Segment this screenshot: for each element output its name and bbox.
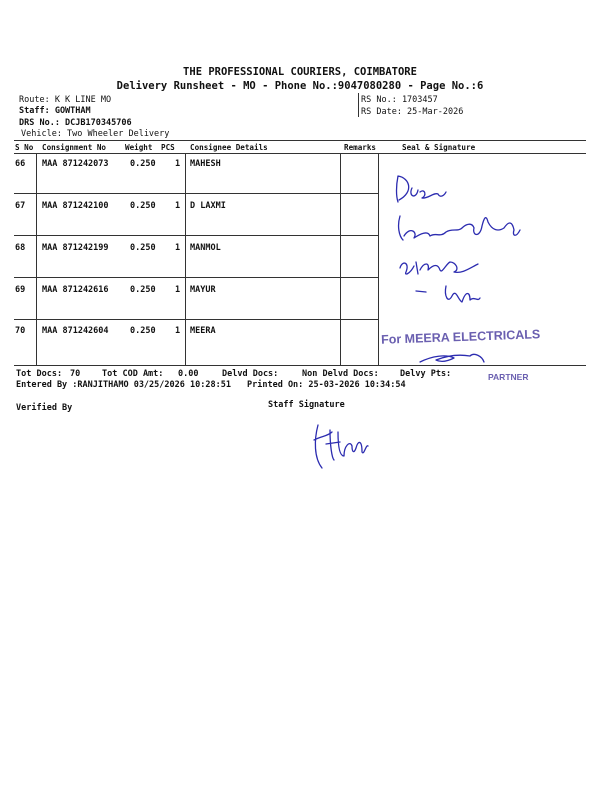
drs-number: DRS No.: DCJB170345706 [19,118,132,128]
row-consignment: MAA 871242604 [42,326,109,336]
row-consignment: MAA 871242616 [42,285,109,295]
non-delvd-label: Non Delvd Docs: [302,369,379,379]
verified-by-label: Verified By [16,403,73,413]
row-pcs: 1 [175,201,181,211]
route-label: Route: K K LINE MO [19,95,112,105]
col-header-seal: Seal & Signature [402,143,476,152]
row-sno: 66 [15,159,26,169]
signature-mark [400,262,478,274]
tot-docs-label: Tot Docs: [16,369,63,379]
signature-mark [416,286,480,302]
rs-date: RS Date: 25-Mar-2026 [361,107,464,117]
row-consignee: MAHESH [190,159,221,169]
delv-pts-label: Delvy Pts: [400,369,452,379]
col-header-consignee: Consignee Details [190,143,268,152]
row-weight: 0.250 [130,243,156,253]
row-weight: 0.250 [130,159,156,169]
delvd-label: Delvd Docs: [222,369,279,379]
col-header-consignment: Consignment No [42,143,107,152]
cod-value: 0.00 [178,369,199,379]
signature-mark [420,354,484,362]
stamp-partner: PARTNER [488,372,529,382]
company-title: THE PROFESSIONAL COURIERS, COIMBATORE [183,66,417,78]
row-consignee: MAYUR [190,285,216,295]
staff-label: Staff: GOWTHAM [19,106,91,116]
signature-mark [314,425,368,468]
row-sno: 69 [15,285,26,295]
cod-label: Tot COD Amt: [102,369,164,379]
row-weight: 0.250 [130,326,156,336]
col-header-pcs: PCS [161,143,175,152]
printed-on: Printed On: 25-03-2026 10:34:54 [247,380,406,390]
row-pcs: 1 [175,285,181,295]
row-pcs: 1 [175,243,181,253]
row-pcs: 1 [175,326,181,336]
signature-mark [399,216,520,240]
entered-by: Entered By :RANJITHAMO 03/25/2026 10:28:51 [16,380,231,390]
tot-docs-value: 70 [70,369,81,379]
row-consignment: MAA 871242199 [42,243,109,253]
staff-signature-label: Staff Signature [268,400,345,410]
row-consignment: MAA 871242100 [42,201,109,211]
row-weight: 0.250 [130,201,156,211]
row-consignee: D LAXMI [190,201,226,211]
company-stamp: For MEERA ELECTRICALS [380,327,541,347]
row-consignee: MANMOL [190,243,221,253]
col-header-weight: Weight [125,143,153,152]
row-consignment: MAA 871242073 [42,159,109,169]
signature-mark [397,176,447,202]
rs-number: RS No.: 1703457 [361,95,438,105]
row-sno: 67 [15,201,26,211]
row-sno: 68 [15,243,26,253]
row-consignee: MEERA [190,326,216,336]
vehicle-label: Vehicle: Two Wheeler Delivery [21,129,170,139]
row-pcs: 1 [175,159,181,169]
row-weight: 0.250 [130,285,156,295]
runsheet-subtitle: Delivery Runsheet - MO - Phone No.:9047080280 - Page No.:6 [116,80,484,92]
col-header-remarks: Remarks [344,143,377,152]
col-header-sno: S No [15,143,34,152]
row-sno: 70 [15,326,26,336]
